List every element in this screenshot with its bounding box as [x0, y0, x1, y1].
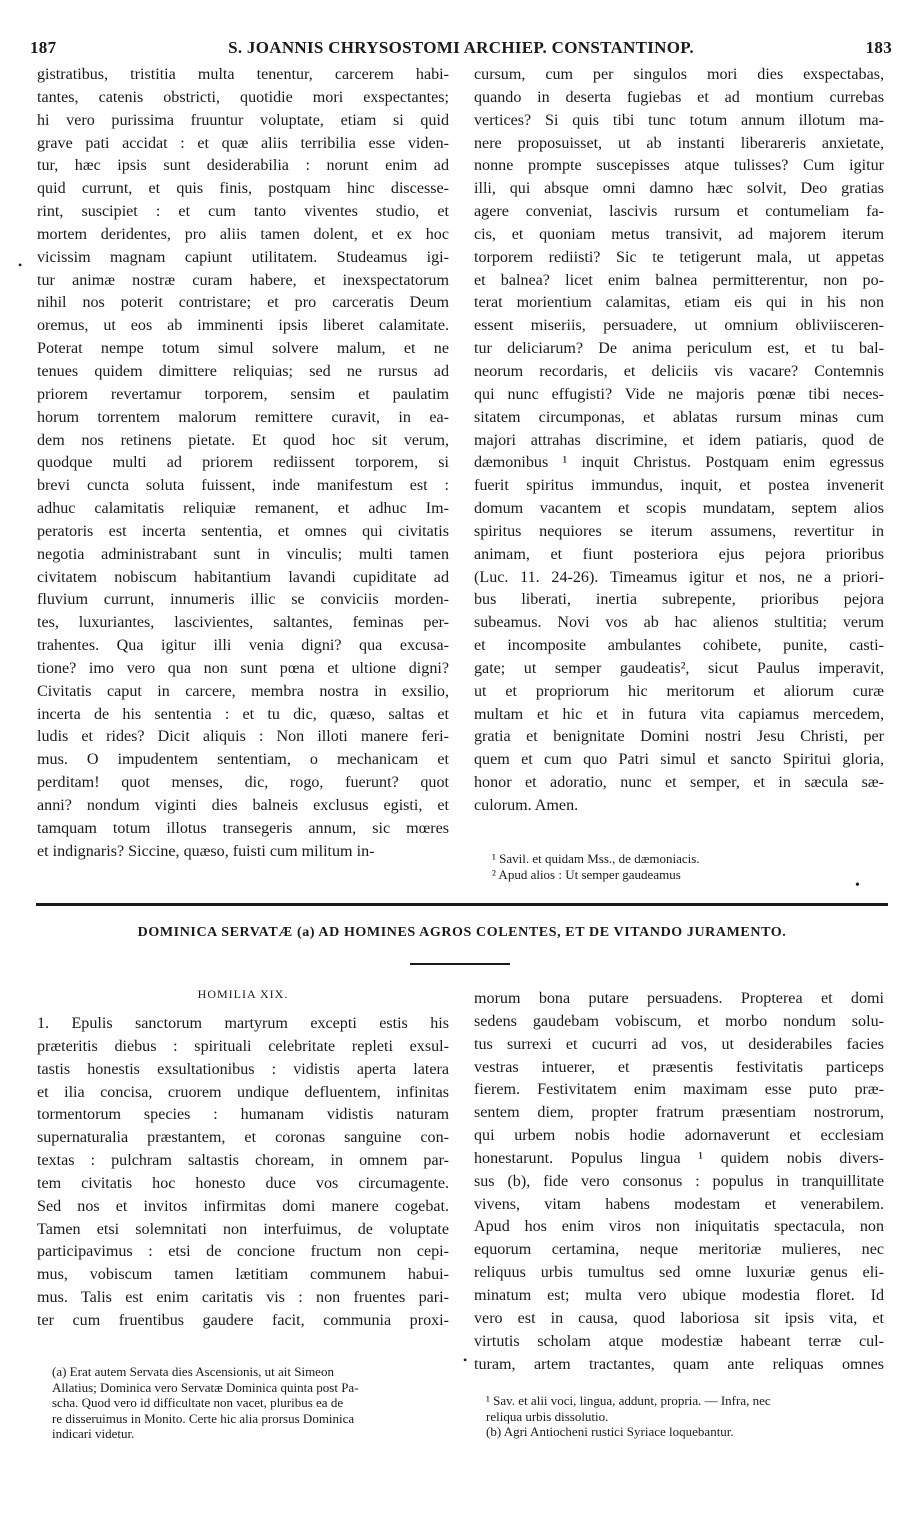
text-line: tantes, catenis obstricti, quotidie mori exspectantes;: [37, 88, 449, 106]
text-line: adhuc calamitatis reliquiæ remanent, et adhuc Im-: [37, 500, 449, 518]
text-line: morum bona putare persuadens. Propterea et domi: [474, 990, 884, 1007]
text-line: essent miseriis, persuadere, ut omnium obliviisceren-: [474, 317, 884, 335]
text-line: horum torrentem malorum remittere curavit, in ea-: [37, 408, 449, 426]
text-line: terat morientium calamitas, etiam eis qui in his non: [474, 294, 884, 312]
text-line: minatum est; multa vero ubique modestia floret. Id: [474, 1286, 884, 1304]
text-line: brevi cuncta soluta fuissent, inde manifestum est :: [37, 477, 449, 495]
text-line: mortem deridentes, pro aliis tamen dolent, et ex hoc: [37, 225, 449, 243]
text-line: cursum, cum per singulos mori dies exspectabas,: [474, 66, 884, 83]
text-line: spiritus nequiores se iterum assumens, revertitur in: [474, 522, 884, 540]
text-line: equorum certamina, neque meritoriæ mulieres, nec: [474, 1241, 884, 1259]
text-line: gate; ut semper gaudeatis², sicut Paulus imperavit,: [474, 659, 884, 677]
text-line: vero est in causa, quod laboriosa sit ipsis vita, et: [474, 1309, 884, 1327]
text-line: virtutis scholam atque modestiæ habeant terræ cul-: [474, 1332, 884, 1350]
text-line: trahentes. Qua igitur illi venia digni? qua excusa-: [37, 637, 449, 655]
text-line: Tamen etsi solemnitati non interfuimus, de voluptate: [37, 1220, 449, 1238]
text-line: tem civitatis hoc honesto duce vos circumagente.: [37, 1174, 449, 1192]
page-number-right: 183: [865, 38, 892, 57]
text-line: hi vero purissima fruuntur voluptate, etiam si quid: [37, 111, 449, 129]
text-line: Allatius; Dominica vero Servatæ Dominica quinta post Pa-: [52, 1379, 359, 1395]
text-line: peratoris est incerta sententia, et omnes qui civitatis: [37, 522, 449, 540]
section-divider-rule: [36, 903, 888, 906]
text-line: vestras intuerer, et præsentis festivitatis particeps: [474, 1058, 884, 1076]
text-line: Apud hos enim viros non iniquitatis spectacula, non: [474, 1218, 884, 1236]
text-line: (b) Agri Antiocheni rustici Syriace loquebantur.: [486, 1424, 734, 1439]
text-line: ¹ Sav. et alii voci, lingua, addunt, propria. — Infra, nec: [486, 1393, 771, 1408]
text-line: et incomposite ambulantes cohibete, punite, casti-: [474, 637, 884, 655]
text-line: quid currunt, et quis finis, postquam hinc discesse-: [37, 180, 449, 198]
text-line: sedens gaudebam vobiscum, et morbo nondum solu-: [474, 1012, 884, 1030]
text-line: tormentorum species : humanam vidistis naturam: [37, 1106, 449, 1124]
text-line: domum vacantem et scopis mundatam, septem alios: [474, 500, 884, 518]
text-line: vivens, vitam habens modestam et venerabilem.: [474, 1195, 884, 1213]
text-line: subeamus. Novi vos ab hac alienos stultitia; verum: [474, 614, 884, 632]
text-line: participavimus : etsi de concione fructum non cepi-: [37, 1243, 449, 1261]
running-title: S. JOANNIS CHRYSOSTOMI ARCHIEP. CONSTANTINOP.: [228, 38, 694, 57]
text-line: turam, artem tractantes, quam ante reliquas omnes: [474, 1355, 884, 1373]
footnote-end-bullet: •: [855, 878, 860, 893]
text-line: 1. Epulis sanctorum martyrum excepti estis his: [37, 1015, 449, 1032]
text-line: (a) Erat autem Servata dies Ascensionis, ut ait Simeon: [52, 1364, 334, 1379]
text-column-right-bottom: [474, 988, 884, 1376]
text-line: mus. Talis est enim caritatis vis : non fruentes pari-: [37, 1289, 449, 1307]
running-header: [30, 38, 892, 60]
text-line: multam et hic et in futura vita capiamus mercedem,: [474, 705, 884, 723]
text-line: ut et propriorum hic meritorum et aliorum curæ: [474, 682, 884, 700]
text-line: anni? nondum viginti dies balneis exclusus egisti, et: [37, 797, 449, 814]
text-line: rint, suscipiet : et cum tanto viventes studio, et: [37, 203, 449, 221]
text-line: fierem. Festivitatem enim maximam esse puto præ-: [474, 1081, 884, 1099]
text-line: ² Apud alios : Ut semper gaudeamus: [492, 866, 681, 882]
text-line: gistratibus, tristitia multa tenentur, carcerem habi-: [37, 66, 449, 83]
text-line: animam, et fiunt posteriora ejus pejora prioribus: [474, 545, 884, 563]
text-line: illi, qui absque omni damno hæc solvit, Deo gratias: [474, 180, 884, 198]
text-line: quando in deserta fugiebas et ad montium currebas: [474, 88, 884, 106]
text-line: textas : pulchram saltastis choream, in omnem par-: [37, 1152, 449, 1170]
text-line: civitatem nobiscum habitantium lavandi cupiditate ad: [37, 568, 449, 586]
text-line: mus. O impudentem sententiam, o mechanicam et: [37, 751, 449, 769]
text-line: fuerit spiritus immundus, inquit, et postea invenerit: [474, 477, 884, 495]
text-line: quem et cum quo Patri simul et sancto Spiritui gloria,: [474, 751, 884, 769]
text-column-left-bottom: [37, 1013, 449, 1333]
text-line: et indignaris? Siccine, quæso, fuisti cum militum in-: [37, 842, 375, 860]
text-line: priorem revertamur torporem, sensim et paulatim: [37, 385, 449, 403]
text-line: sentem diem, propter fratrum præsentiam nostrorum,: [474, 1104, 884, 1122]
text-line: ludis et rides? Dicit aliquis : Non illoti manere feri-: [37, 728, 449, 746]
text-line: neorum recordaris, et deliciis vis vacare? Contemnis: [474, 362, 884, 380]
text-line: honor et adoratio, nunc et semper, et in sæcula sæ-: [474, 774, 884, 792]
text-line: fluvium currunt, innumeris illic se conviciis morden-: [37, 591, 449, 609]
text-line: sus (b), fide vero consonus : populus in tranquillitate: [474, 1172, 884, 1190]
text-line: qui nunc effugisti? Vide ne majoris pœnæ tibi neces-: [474, 385, 884, 403]
text-line: indicari videtur.: [52, 1426, 135, 1441]
text-line: gratia et benignitate Domini nostri Jesu Christi, per: [474, 728, 884, 746]
text-line: incerta de his sententia : et tu dic, quæso, saltas et: [37, 705, 449, 723]
text-line: grave pati accidat : et quæ aliis terribilia esse viden-: [37, 134, 449, 152]
page-number-left: 187: [30, 38, 57, 57]
section-title: DOMINICA SERVATÆ (a) AD HOMINES AGROS COLENTES, ET DE VITANDO JURAMENTO.: [137, 925, 787, 940]
text-line: reliquus urbis tumultus sed omne luxuriæ genus eli-: [474, 1264, 884, 1282]
text-line: et balnea? licet enim balnea permitterentur, non po-: [474, 271, 884, 289]
text-line: et ilia concisa, cruorem undique defluentem, infinitas: [37, 1083, 449, 1101]
text-line: vertices? Si quis tibi tunc totum annum illotum ma-: [474, 111, 884, 129]
text-line: honestarunt. Populus lingua ¹ quidem nobis divers-: [474, 1149, 884, 1167]
text-line: mus, vobiscum tamen lætitiam communem habui-: [37, 1266, 449, 1284]
text-line: tastis honestis exsultationibus : vidistis aperta latera: [37, 1060, 449, 1078]
text-line: ¹ Savil. et quidam Mss., de dæmoniacis.: [492, 851, 700, 866]
text-line: ter cum fruentibus gaudere facit, communia proxi-: [37, 1311, 449, 1329]
text-line: tur deliciarum? De anima periculum est, et tu bal-: [474, 340, 884, 358]
text-line: supernaturalia præstantem, et coronas sanguine con-: [37, 1129, 449, 1147]
text-line: (Luc. 11. 24-26). Timeamus igitur et nos, ne a priori-: [474, 568, 884, 586]
text-line: tione? imo vero qua non sunt pœna et ultione digni?: [37, 659, 449, 677]
text-line: tus surrexi et cucurri ad vos, ut desiderabiles facies: [474, 1035, 884, 1053]
text-line: Poterat nempe totum simul solvere malum, et ne: [37, 340, 449, 358]
text-line: tur animæ nostræ curam habere, et inexspectatorum: [37, 271, 449, 289]
text-line: tes, luxuriantes, lascivientes, saltantes, feminas per-: [37, 614, 449, 632]
text-line: agere conveniat, lascivis rursum et contumeliam fa-: [474, 203, 884, 221]
text-line: Sed nos et invitos infirmitas domi manere cogebat.: [37, 1197, 449, 1215]
text-column-left-top: [37, 64, 449, 864]
footnotes-bottom-right: [486, 1393, 884, 1440]
margin-bullet: •: [18, 258, 23, 272]
text-line: sitatem circumponas, et ablatas rursum minas cum: [474, 408, 884, 426]
text-line: oremus, ut eos ab imminenti ipsis liberet calamitate.: [37, 317, 449, 335]
text-line: vicissim magnam capiunt utilitatem. Studeamus igi-: [37, 248, 449, 266]
homily-title: HOMILIA XIX.: [197, 987, 289, 1001]
text-line: dem nos retinens pietate. Et quod hoc sit verum,: [37, 431, 449, 449]
footnotes-top: [492, 851, 884, 882]
text-column-right-top: [474, 64, 884, 818]
title-underline-rule: [410, 963, 510, 965]
text-line: tur, hæc ipsis sunt desiderabilia : norunt enim ad: [37, 157, 449, 175]
text-line: nihil nos poterit contristare; et pro carceratis Deum: [37, 294, 449, 312]
text-line: Civitatis caput in carcere, membra nostra in exsilio,: [37, 682, 449, 700]
column-bullet: •: [463, 1353, 468, 1367]
text-line: tamquam totum illotus transegeris annum, sic mœres: [37, 819, 449, 837]
text-line: dæmonibus ¹ inquit Christus. Postquam enim egressus: [474, 454, 884, 472]
text-line: majori attrahas discrimine, et idem patiaris, quod de: [474, 431, 884, 449]
text-line: quodque multi ad priorem rediissent torporem, si: [37, 454, 449, 472]
text-line: nere proposuisset, ut ab instanti liberareris anxietate,: [474, 134, 884, 152]
text-line: cis, et quoniam metus transivit, ad majorem iterum: [474, 225, 884, 243]
text-line: tenues quidem dimittere reliquias; sed ne rursus ad: [37, 362, 449, 380]
text-line: culorum. Amen.: [474, 797, 579, 814]
text-line: torporem rediisti? Sic te tetigerunt mala, ut appetas: [474, 248, 884, 266]
text-line: negotia administrabant sunt in vinculis; multi tamen: [37, 545, 449, 563]
text-line: præteritis diebus : spirituali celebritate repleti exsul-: [37, 1037, 449, 1055]
text-line: scha. Quod vero id difficultate non vacet, pluribus ea de: [52, 1395, 344, 1410]
footnotes-bottom-left: [52, 1364, 447, 1442]
text-line: reliqua urbis dissolutio.: [486, 1408, 609, 1424]
text-line: re disseruimus in Monito. Certe hic alia prorsus Dominica: [52, 1410, 355, 1426]
text-line: bus liberati, inertia subrepente, prioribus pejora: [474, 591, 884, 609]
text-line: nonne prompte suscepisses atque tulisses? Cum igitur: [474, 157, 884, 175]
text-line: perditam! quot menses, dic, rogo, fuerunt? quot: [37, 774, 449, 792]
text-line: qui urbem nobis hodie adornaverunt et ecclesiam: [474, 1127, 884, 1145]
